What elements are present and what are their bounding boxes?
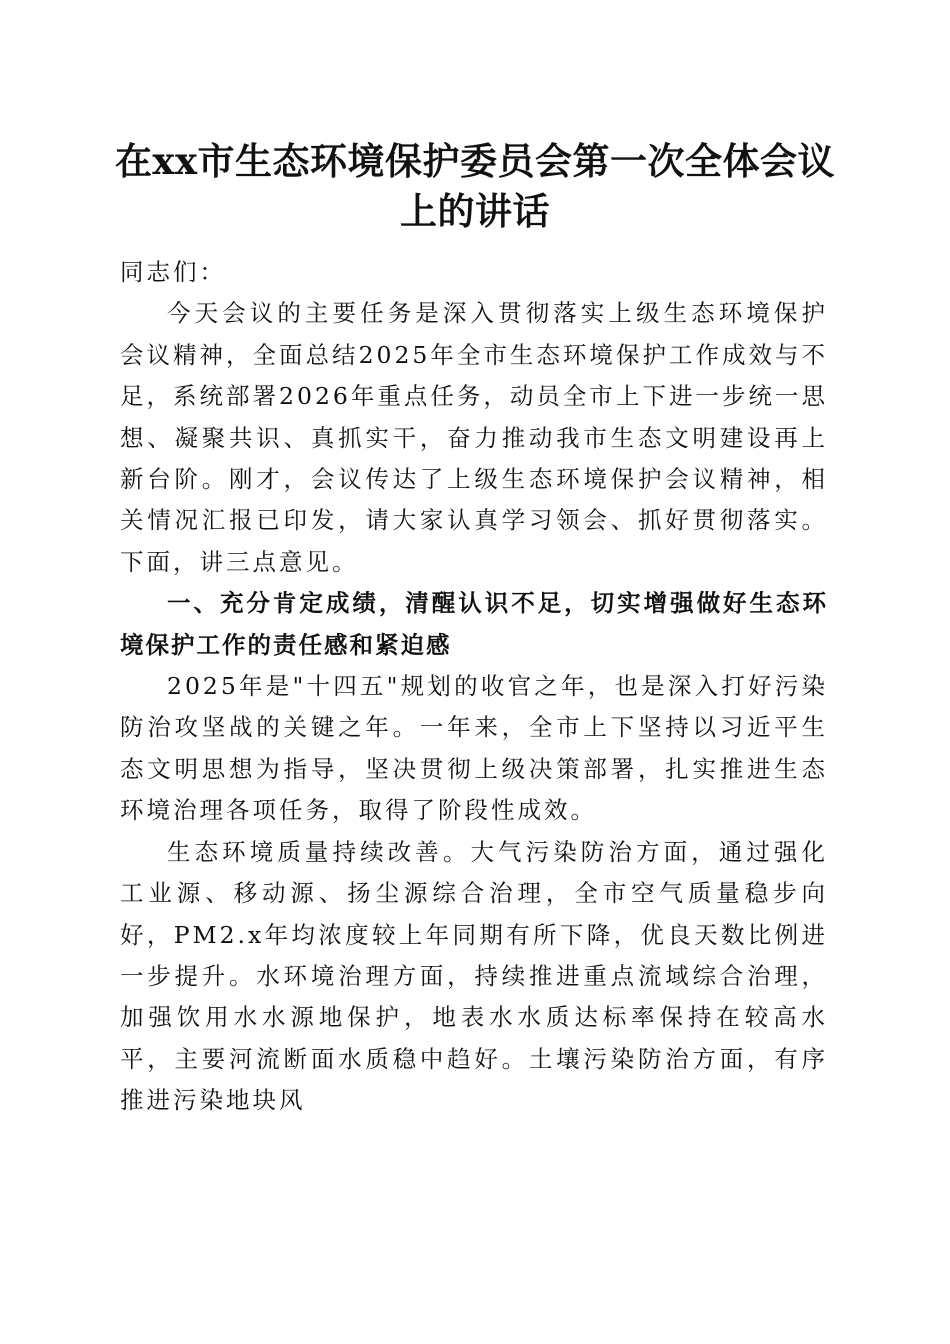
title-line-1: 在xx市生态环境保护委员会第一次全体会议: [114, 139, 836, 183]
paragraph-environment-quality: 生态环境质量持续改善。大气污染防治方面，通过强化工业源、移动源、扬尘源综合治理，全市空气质量稳步向好，PM2.x年均浓度较上年同期有所下降，优良天数比例进一步提升。水环境治理方面，持续推进重点流域综合治理，加强饮用水水源地保护，地表水水质达标率保持在较高水平，主要河流断面水质稳中趋好。土壤污染防治方面，有序推进污染地块风: [120, 837, 828, 1115]
section-heading-1: 一、充分肯定成绩，清醒认识不足，切实增强做好生态环境保护工作的责任感和紧迫感: [120, 589, 828, 659]
title-line-2: 上的讲话: [400, 189, 550, 233]
document-title: [110, 136, 840, 236]
paragraph-intro: 今天会议的主要任务是深入贯彻落实上级生态环境保护会议精神，全面总结2025年全市生态环境保护工作成效与不足，系统部署2026年重点任务，动员全市上下进一步统一思想、凝聚共识、真抓实干，奋力推动我市生态文明建设再上新台阶。刚才，会议传达了上级生态环境保护会议精神，相关情况汇报已印发，请大家认真学习领会、抓好贯彻落实。下面，讲三点意见。: [120, 299, 828, 576]
paragraph-achievements: 2025年是"十四五"规划的收官之年，也是深入打好污染防治攻坚战的关键之年。一年来，全市上下坚持以习近平生态文明思想为指导，坚决贯彻上级决策部署，扎实推进生态环境治理各项任务，取得了阶段性成效。: [120, 672, 828, 825]
document-body: [120, 252, 828, 1122]
salutation: 同志们：: [120, 258, 226, 286]
